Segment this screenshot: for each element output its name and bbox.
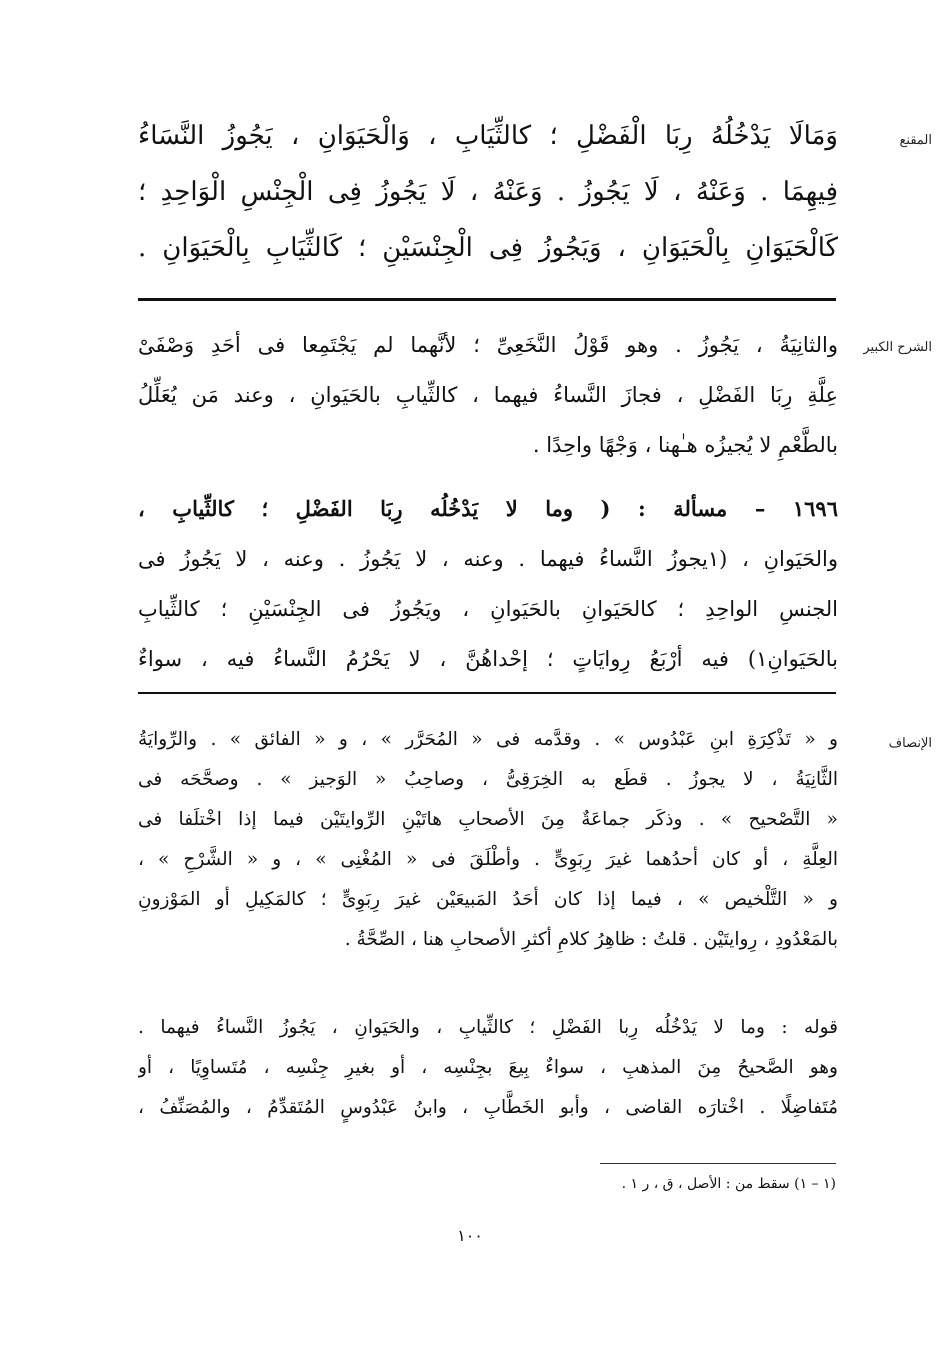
sharh-line-3: بالطَّعْمِ لا يُجيزُه هـٰهنا ، وَجْهًا واحِدًا . <box>532 433 838 457</box>
masala-line-3: الجنسِ الواحِدِ ؛ كالحَيَوانِ بالحَيَوانِ ، ويَجُوزُ فى الجِنْسَيْنِ ؛ كالثِّيابِ <box>138 597 838 621</box>
muqni-text <box>138 108 838 276</box>
label-insaf: الإنصاف <box>888 736 932 751</box>
insaf-line-4: العِلَّةِ ، أو كان أحدُهما غيرَ رِبَوِىٍّ . وأطْلَقَ فى « المُغْنِى » ، و « الشَّرْحِ » ، <box>138 849 838 870</box>
insaf-line-3: « التَّصْحيح » . وذكَر جماعَةٌ مِنَ الأصحابِ هاتَيْنِ الرِّوايتَيْن فيما إذا اخْتلَفا فى <box>138 809 838 830</box>
muqni-line-2: فِيهِمَا . وَعَنْهُ ، لَا يَجُوزُ . وَعَنْهُ ، لَا يَجُوزُ فِى الْجِنْسِ الْوَاحِدِ ؛ <box>138 177 838 207</box>
sharh-line-2: عِلَّةِ رِبَا الفَضْلِ ، فجازَ النَّساءُ فيهما ، كالثِّيابِ بالحَيَوانِ ، وعند مَن يُعَلِّلُ <box>138 383 838 407</box>
sharh-text <box>138 320 838 684</box>
qawl-line-3: مُتَفاضِلًا . اخْتارَه القاضى ، وأبو الخَطَّابِ ، وابنُ عَبْدُوسٍ المُتَقدِّمُ ، والمُصَنِّفُ ، <box>138 1097 838 1118</box>
label-muqni: المقنع <box>899 133 932 148</box>
footnote-divider <box>600 1163 836 1164</box>
insaf-line-6: بالمَعْدُودِ ، رِوايتَيْن . قلتُ : ظاهِرُ كلامِ أكثرِ الأصحابِ هنا ، الصِّحَّةُ . <box>344 929 838 950</box>
masala-line-2: والحَيَوانِ ، (١يجوزُ النَّساءُ فيهما . وعنه ، لا يَجُوزُ . وعنه ، لا يَجُوزُ فى <box>138 547 838 571</box>
insaf-line-1: و « تَذْكِرَةِ ابنِ عَبْدُوس » . وقدَّمه فى « المُحَرَّر » ، و « الفائق » . والرِّوايَةُ <box>138 729 838 750</box>
insaf-text <box>138 720 838 960</box>
label-sharh: الشرح الكبير <box>863 340 932 355</box>
qawl-line-2: وهو الصَّحيحُ مِنَ المذهبِ ، سواءٌ بِيعَ بجِنْسِه ، أو بغيرِ جِنْسِه ، مُتَساوِيًا ، أو <box>138 1057 838 1078</box>
masala-line-1: ١٦٩٦ – مسألة : ( وما لا يَدْخُلُه رِبَا الفَضْلِ ؛ كالثِّيابِ ، <box>138 496 838 521</box>
masala-line-4: بالحَيَوانِ١) فيه أرْبَعُ رِوايَاتٍ ؛ إحْداهُنَّ ، لا يَحْرُمُ النَّساءُ فيه ، سواءٌ <box>138 647 838 671</box>
insaf-line-2: الثَّانِيَةُ ، لا يجوزُ . قطَع به الخِرَقِىُّ ، وصاحِبُ « الوَجيز » . وصحَّحَه فى <box>138 769 838 790</box>
muqni-line-1: وَمَالَا يَدْخُلُهُ رِبَا الْفَضْلِ ؛ كالثِّيَابِ ، وَالْحَيَوَانِ ، يَجُوزُ النَّسَاءُ <box>138 121 838 151</box>
qawl-line-1: قوله : وما لا يَدْخُلُه رِبا الفَضْلِ ؛ كالثِّيابِ ، والحَيَوانِ ، يَجُوزُ النَّساءُ فيهما . <box>138 1017 838 1038</box>
footnote: (١ – ١) سقط من : الأصل ، ق ، ر ١ . <box>621 1176 836 1192</box>
page-number: ١٠٠ <box>457 1226 483 1245</box>
sharh-line-1: والثانِيَةُ ، يَجُوزُ . وهو قَوْلُ النَّخَعِىِّ ؛ لأنَّهما لم يَجْتَمِعا فى أحَدِ وَصْفَىْ <box>138 333 838 357</box>
muqni-line-3: كَالْحَيَوَانِ بِالْحَيَوَانِ ، وَيَجُوزُ فِى الْجِنْسَيْنِ ؛ كَالثِّيَابِ بِالْحَيَوَانِ . <box>138 233 838 263</box>
divider-thick <box>138 298 836 301</box>
insaf-line-5: و « التَّلْخيص » ، فيما إذا كان أحَدُ المَبيعَيْن غيرَ رِبَوِىٍّ ؛ كالمَكِيلِ أو المَوْزونِ <box>138 889 838 910</box>
divider-thin <box>138 692 836 694</box>
qawl-text <box>138 1008 838 1128</box>
